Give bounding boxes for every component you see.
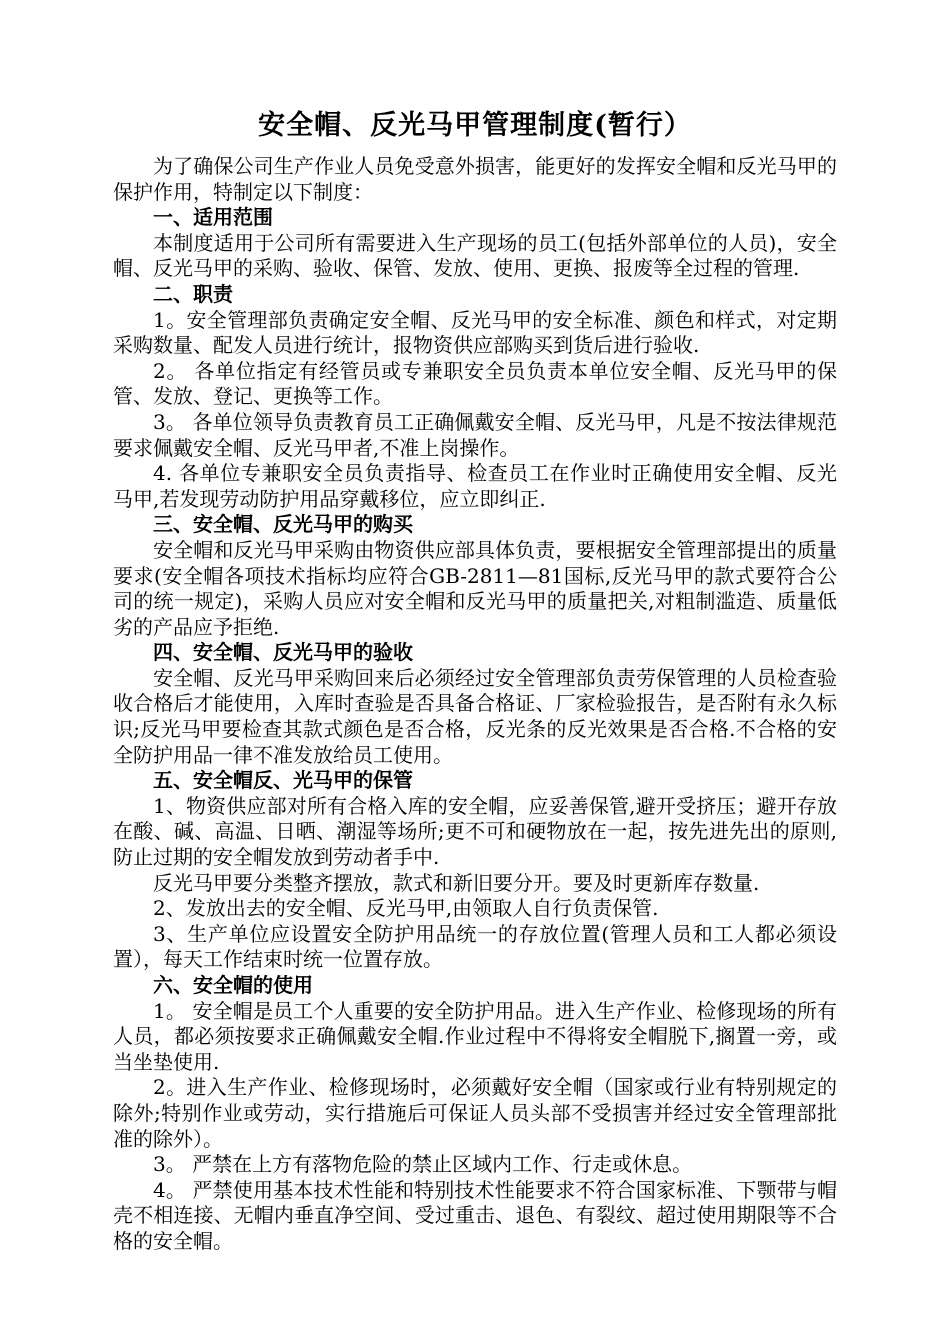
intro-paragraph: 为了确保公司生产作业人员免受意外损害，能更好的发挥安全帽和反光马甲的保护作用，特制定以下制度：	[113, 154, 837, 204]
section-heading-usage: 六、安全帽的使用	[153, 973, 313, 997]
document-title: 安全帽、反光马甲管理制度(暂行）	[258, 110, 692, 141]
paragraph: 反光马甲要分类整齐摆放，款式和新旧要分开。要及时更新库存数量.	[153, 870, 760, 895]
section-heading-storage: 五、安全帽反、光马甲的保管	[153, 768, 413, 793]
paragraph: 安全帽和反光马甲采购由物资供应部具体负责，要根据安全管理部提出的质量要求(安全帽各项技术指标均应符合GB-2811—81国标,反光马甲的款式要符合公司的统一规定)，采购人员应对安全帽和反光马甲的质量把关,对粗制滥造、质量低劣的产品应予拒绝.	[113, 537, 837, 639]
paragraph: 1。 安全帽是员工个人重要的安全防护用品。进入生产作业、检修现场的所有人员，都必须按要求正确佩戴安全帽.作业过程中不得将安全帽脱下,搁置一旁，或当坐垫使用.	[113, 998, 837, 1074]
paragraph: 4。 严禁使用基本技术性能和特别技术性能要求不符合国家标准、下颚带与帽壳不相连接、无帽内垂直净空间、受过重击、退色、有裂纹、超过使用期限等不合格的安全帽。	[113, 1177, 837, 1253]
paragraph: 4. 各单位专兼职安全员负责指导、检查员工在作业时正确使用安全帽、反光马甲,若发现劳动防护用品穿戴移位，应立即纠正.	[113, 461, 837, 511]
paragraph: 本制度适用于公司所有需要进入生产现场的员工(包括外部单位的人员)，安全帽、反光马甲的采购、验收、保管、发放、使用、更换、报废等全过程的管理.	[113, 230, 837, 281]
paragraph: 1、物资供应部对所有合格入库的安全帽，应妥善保管,避开受挤压；避开存放在酸、碱、高温、日晒、潮湿等场所;更不可和硬物放在一起，按先进先出的原则,防止过期的安全帽发放到劳动者手中.	[113, 793, 837, 870]
paragraph: 安全帽、反光马甲采购回来后必须经过安全管理部负责劳保管理的人员检查验收合格后才能使用，入库时查验是否具备合格证、厂家检验报告，是否附有永久标识;反光马甲要检查其款式颜色是否合格，反光条的反光效果是否合格.不合格的安全防护用品一律不准发放给员工使用。	[113, 665, 837, 767]
paragraph: 2。进入生产作业、检修现场时，必须戴好安全帽（国家或行业有特别规定的除外;特别作业或劳动，实行措施后可保证人员头部不受损害并经过安全管理部批准的除外）。	[113, 1075, 837, 1151]
section-heading-purchase: 三、安全帽、反光马甲的购买	[153, 512, 413, 537]
paragraph: 2。 各单位指定有经管员或专兼职安全员负责本单位安全帽、反光马甲的保管、发放、登记、更换等工作。	[113, 358, 837, 409]
paragraph: 3。 严禁在上方有落物危险的禁止区域内工作、行走或休息。	[153, 1152, 693, 1177]
paragraph: 2、发放出去的安全帽、反光马甲,由领取人自行负责保管.	[153, 896, 659, 921]
paragraph: 3。 各单位领导负责教育员工正确佩戴安全帽、反光马甲，凡是不按法律规范要求佩戴安全帽、反光马甲者,不准上岗操作。	[113, 409, 837, 460]
section-heading-scope: 一、适用范围	[153, 205, 273, 230]
paragraph: 1。安全管理部负责确定安全帽、反光马甲的安全标准、颜色和样式，对定期采购数量、配发人员进行统计，报物资供应部购买到货后进行验收.	[113, 307, 837, 358]
paragraph: 3、生产单位应设置安全防护用品统一的存放位置(管理人员和工人都必须设置），每天工作结束时统一位置存放。	[113, 921, 837, 972]
section-heading-acceptance: 四、安全帽、反光马甲的验收	[153, 640, 413, 665]
section-heading-duties: 二、职责	[153, 281, 233, 306]
